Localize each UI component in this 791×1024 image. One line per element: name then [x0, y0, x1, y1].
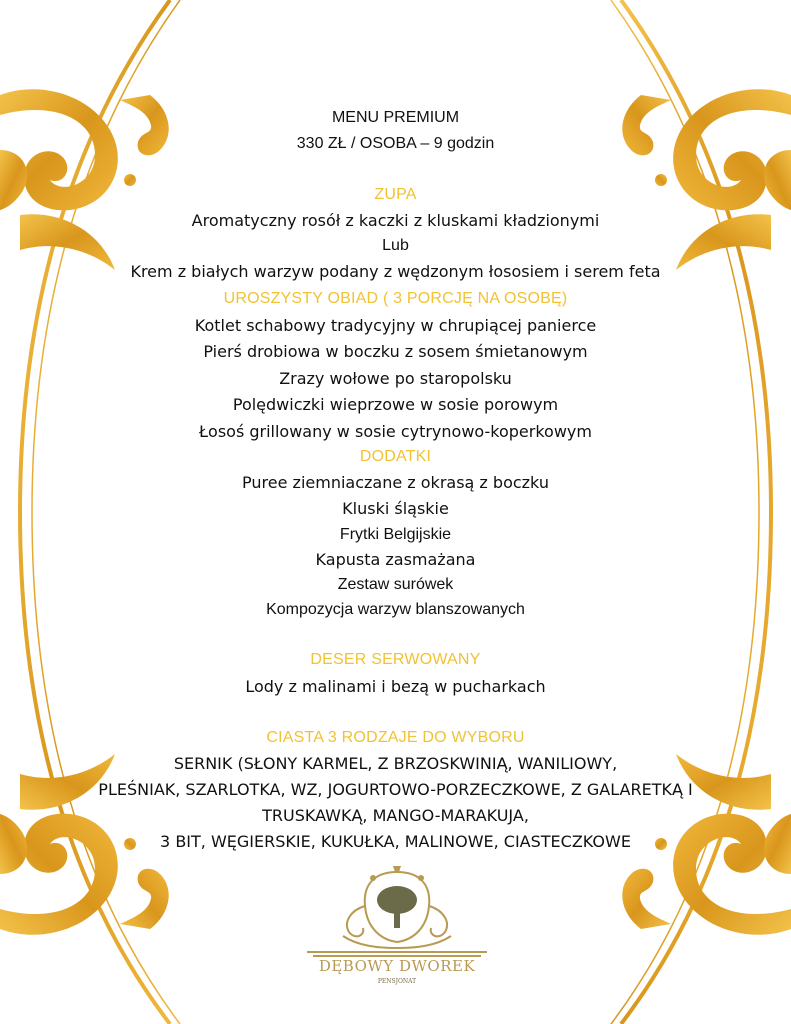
logo-name: DĘBOWY DWOREK	[318, 957, 476, 975]
menu-item: PLEŚNIAK, SZARLOTKA, WZ, JOGURTOWO-PORZECZKOWE, Z GALARETKĄ I	[98, 780, 693, 799]
menu-title: MENU PREMIUM	[331, 109, 460, 126]
menu-item: Puree ziemniaczane z okrasą z boczku	[242, 473, 549, 492]
menu-item: Łosoś grillowany w sosie cytrynowo-koperkowym	[199, 422, 592, 441]
menu-item: Lub	[382, 237, 409, 254]
menu-item: Lody z malinami i bezą w pucharkach	[245, 677, 546, 696]
section-heading-dodatki: DODATKI	[359, 448, 432, 465]
tree-crest-logo-icon	[303, 866, 491, 996]
section-heading-ciasta: CIASTA 3 RODZAJE DO WYBORU	[266, 729, 525, 746]
section-heading-zupa: ZUPA	[374, 186, 417, 203]
menu-item: Frytki Belgijskie	[339, 526, 452, 543]
menu-item: TRUSKAWKĄ, MANGO-MARAKUJA,	[262, 806, 529, 825]
menu-item: Kotlet schabowy tradycyjny w chrupiącej panierce	[194, 316, 597, 335]
menu-item: Polędwiczki wieprzowe w sosie porowym	[232, 395, 559, 414]
menu-item: Zrazy wołowe po staropolsku	[279, 369, 512, 388]
menu-item: SERNIK (SŁONY KARMEL, Z BRZOSKWINIĄ, WANILIOWY,	[173, 754, 618, 773]
menu-item: Krem z białych warzyw podany z wędzonym łososiem i serem feta	[130, 262, 661, 281]
menu-item: Kompozycja warzyw blanszowanych	[266, 601, 525, 618]
menu-price: 330 ZŁ / OSOBA – 9 godzin	[296, 135, 495, 152]
menu-item: Pierś drobiowa w boczku z sosem śmietanowym	[203, 342, 588, 361]
menu-item: Kluski śląskie	[342, 499, 449, 518]
menu-item: Aromatyczny rosół z kaczki z kluskami kładzionymi	[191, 211, 600, 230]
logo-subtitle: PENSJONAT	[377, 978, 417, 985]
menu-item: Kapusta zasmażana	[315, 550, 476, 569]
menu-item: 3 BIT, WĘGIERSKIE, KUKUŁKA, MALINOWE, CIASTECZKOWE	[160, 832, 631, 851]
section-heading-obiad: UROSZYSTY OBIAD ( 3 PORCJĘ NA OSOBĘ)	[223, 290, 568, 307]
section-heading-deser: DESER SERWOWANY	[310, 651, 481, 668]
menu-item: Zestaw surówek	[337, 576, 454, 593]
